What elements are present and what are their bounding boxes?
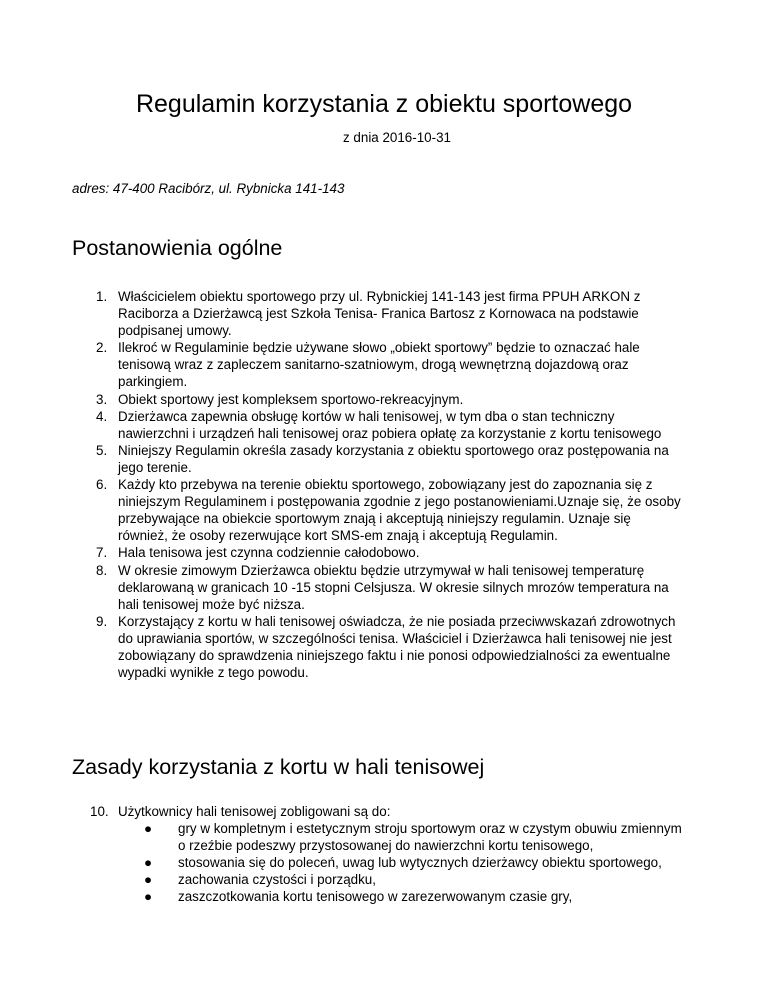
bullet-icon: ●: [144, 821, 153, 837]
bullet-item: [142, 820, 684, 854]
document-title: Regulamin korzystania z obiektu sportowego: [135, 90, 633, 118]
document-date: z dnia 2016-10-31: [343, 130, 451, 145]
obligations-bullet-list: [118, 820, 684, 905]
bullet-text: stosowania się do poleceń, uwag lub wytycznych dzierżawcy obiektu sportowego,: [178, 855, 662, 871]
list-item: [72, 288, 684, 339]
bullet-item: [142, 871, 684, 888]
list-item-number: 1.: [96, 289, 108, 304]
list-item-text: Korzystający z kortu w hali tenisowej oświadcza, że nie posiada przeciwwskazań zdrowotnych do uprawiania sportów, w szczególności tenisa. Właściciel i Dzierżawca hali tenisowej nie jest zobowiązany do sprawdzenia niniejszego faktu i nie ponosi odpowiedzialności za ewentualne wypadki wynikłe z tego powodu.: [118, 613, 676, 681]
list-item: [72, 408, 684, 442]
list-item: [72, 562, 684, 613]
list-item: [72, 476, 684, 544]
bullet-item: [142, 888, 684, 905]
court-rules-list: [72, 803, 684, 906]
list-item: [72, 391, 684, 408]
list-item-number: 8.: [96, 562, 108, 578]
list-item: [72, 803, 684, 906]
list-item-text: Użytkownicy hali tenisowej zobligowani są do:: [118, 804, 391, 819]
bullet-text: gry w kompletnym i estetycznym stroju sportowym oraz w czystym obuwiu zmiennym o rzeźbie podeszwy przystosowanej do nawierzchni kortu tenisowego,: [178, 821, 682, 854]
list-item-number: 3.: [96, 391, 108, 407]
list-item-number: 9.: [96, 613, 108, 629]
document-address: adres: 47-400 Racibórz, ul. Rybnicka 141-143: [72, 181, 345, 196]
list-item-text: Niniejszy Regulamin określa zasady korzystania z obiektu sportowego oraz postępowania na jego terenie.: [118, 442, 669, 475]
list-item-number: 10.: [90, 804, 109, 819]
list-item-text: Dzierżawca zapewnia obsługę kortów w hali tenisowej, w tym dba o stan techniczny nawierzchni i urządzeń hali tenisowej oraz pobiera opłatę za korzystanie z kortu tenisowego: [118, 408, 662, 441]
list-item: [72, 442, 684, 476]
section-heading-general: Postanowienia ogólne: [72, 236, 283, 260]
list-item-number: 7.: [96, 545, 108, 561]
list-item-text: W okresie zimowym Dzierżawca obiektu będzie utrzymywał w hali tenisowej temperaturę deklarowaną w granicach 10 -15 stopni Celsjusza. W okresie silnych mrozów temperatura na hali tenisowej może być niższa.: [118, 562, 669, 612]
bullet-text: zachowania czystości i porządku,: [178, 872, 376, 888]
bullet-text: zaszczotkowania kortu tenisowego w zarezerwowanym czasie gry,: [178, 889, 573, 905]
list-item: [72, 613, 684, 681]
bullet-icon: ●: [144, 855, 153, 871]
list-item-text: Ilekroć w Regulaminie będzie używane słowo „obiekt sportowy” będzie to oznaczać hale tenisową wraz z zapleczem sanitarno-szatniowym, drogą wewnętrzną dojazdową oraz parkingiem.: [118, 340, 640, 390]
list-item-text: Obiekt sportowy jest kompleksem sportowo-rekreacyjnym.: [118, 391, 464, 407]
bullet-item: [142, 854, 684, 871]
list-item-number: 5.: [96, 442, 108, 458]
list-item: [72, 544, 684, 561]
list-item-number: 6.: [96, 477, 108, 493]
list-item-text: Każdy kto przebywa na terenie obiektu sportowego, zobowiązany jest do zapoznania się z niniejszym Regulaminem i postępowania zgodnie z jego postanowieniami.Uznaje się, że osoby przebywające na obiekcie sportowym znają i akceptują niniejszy regulamin. Uznaje się również, że osoby rezerwujące kort SMS-em znają i akceptują Regulamin.: [118, 477, 681, 544]
general-provisions-list: [72, 288, 684, 681]
section-heading-court-rules: Zasady korzystania z kortu w hali tenisowej: [72, 755, 485, 779]
list-item-number: 2.: [96, 340, 108, 356]
bullet-icon: ●: [144, 889, 153, 905]
list-item-text: Hala tenisowa jest czynna codziennie całodobowo.: [118, 545, 420, 561]
list-item-number: 4.: [96, 408, 108, 424]
list-item: [72, 339, 684, 390]
bullet-icon: ●: [144, 872, 153, 888]
list-item-text: Właścicielem obiektu sportowego przy ul. Rybnickiej 141-143 jest firma PPUH ARKON z Raciborza a Dzierżawcą jest Szkoła Tenisa- Franica Bartosz z Kornowaca na podstawie podpisanej umowy.: [118, 289, 641, 339]
